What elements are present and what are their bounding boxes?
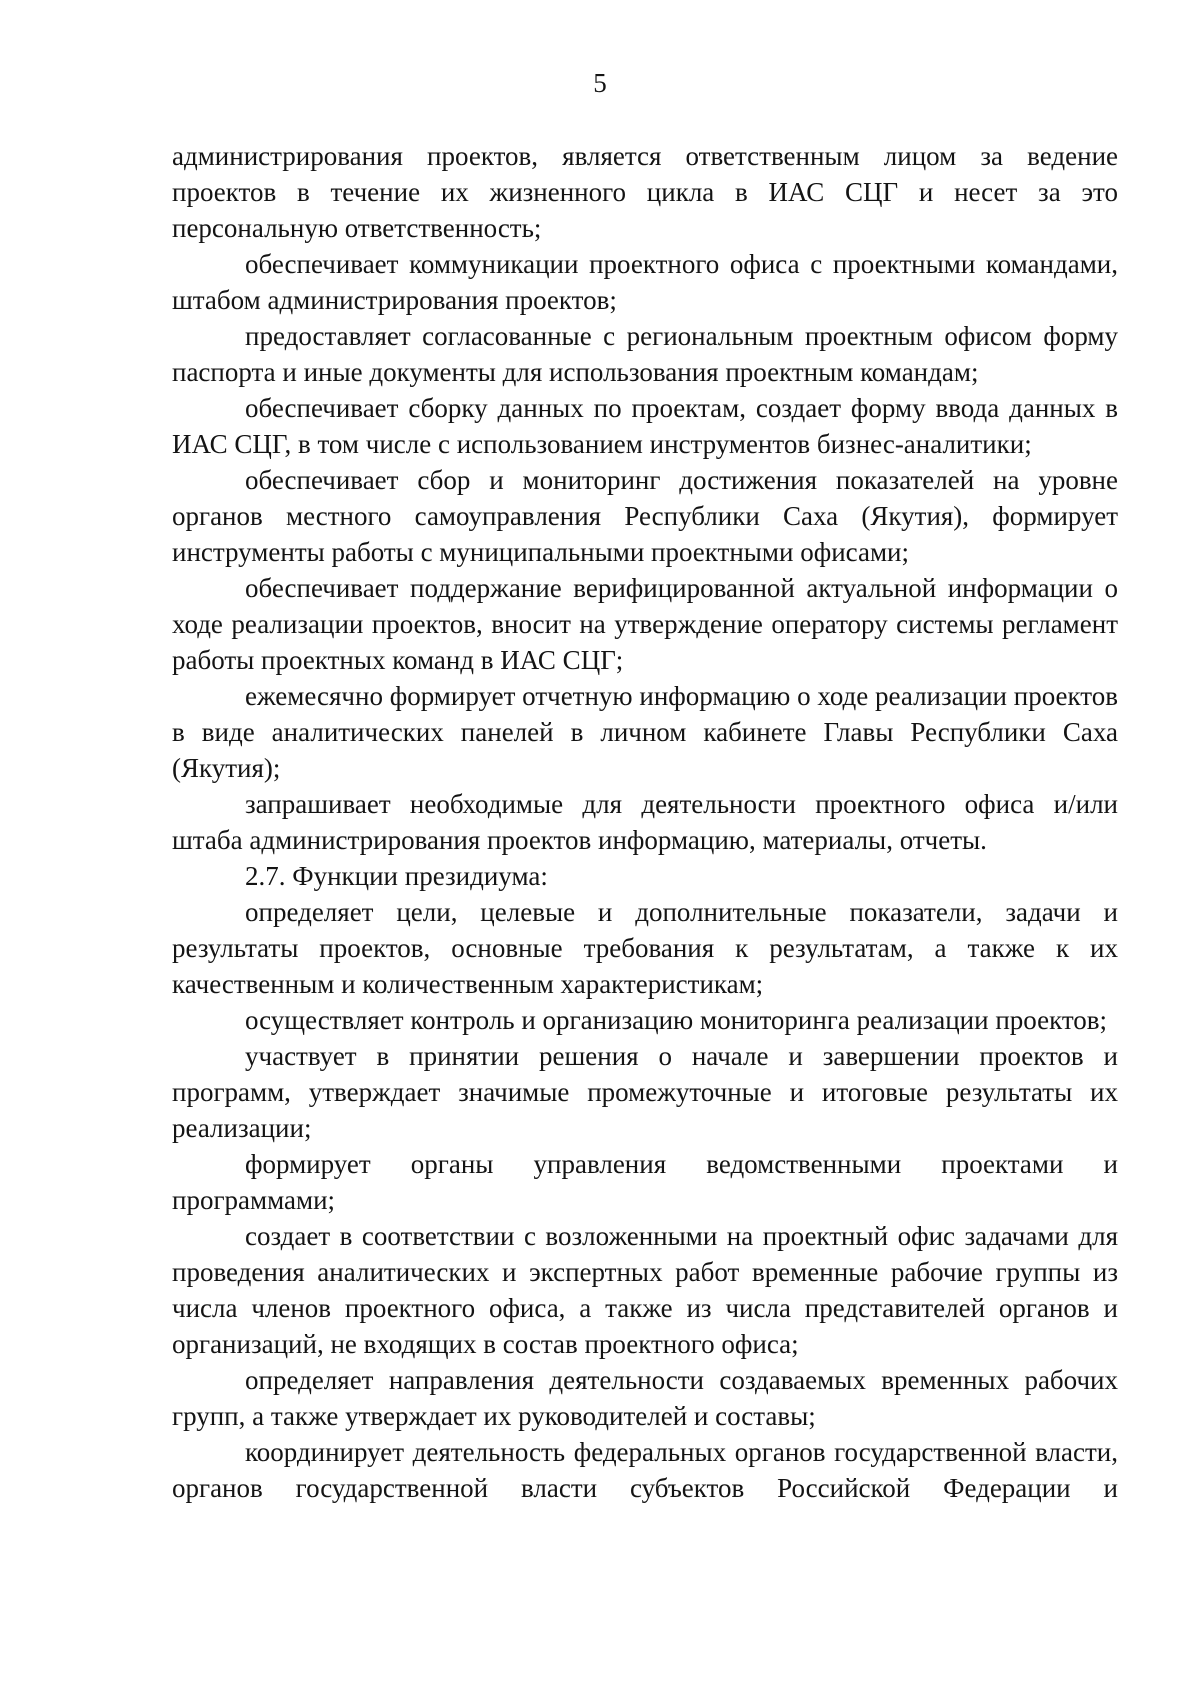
page-number: 5 xyxy=(593,68,607,98)
paragraph-working-group-directions: определяет направления деятельности создаваемых временных рабочих групп, а также утверждает их руководителей и составы; xyxy=(172,1365,1118,1431)
paragraph-passport-form: предоставляет согласованные с региональным проектным офисом форму паспорта и иные документы для использования проектным командам; xyxy=(172,321,1118,387)
document-body xyxy=(172,138,1118,1506)
paragraph-monthly-reporting: ежемесячно формирует отчетную информацию о ходе реализации проектов в виде аналитических панелей в личном кабинете Главы Республики Саха (Якутия); xyxy=(172,681,1118,783)
section-heading-presidium-functions: 2.7. Функции президиума: xyxy=(245,861,548,891)
paragraph-coordination: координирует деятельность федеральных органов государственной власти, органов государственной власти субъектов Российской Федерации и xyxy=(172,1437,1118,1503)
paragraph-monitoring-control: осуществляет контроль и организацию мониторинга реализации проектов; xyxy=(245,1005,1108,1035)
paragraph-communications: обеспечивает коммуникации проектного офиса с проектными командами, штабом администрирования проектов; xyxy=(172,249,1118,315)
paragraph-data-assembly: обеспечивает сборку данных по проектам, создает форму ввода данных в ИАС СЦГ, в том числе с использованием инструментов бизнес-аналитики; xyxy=(172,393,1118,459)
paragraph-working-groups: создает в соответствии с возложенными на проектный офис задачами для проведения аналитических и экспертных работ временные рабочие группы из числа членов проектного офиса, а также из числа представителей органов и организаций, не входящих в состав проектного офиса; xyxy=(172,1221,1118,1359)
paragraph-information-requests: запрашивает необходимые для деятельности проектного офиса и/или штаба администрирования проектов информацию, материалы, отчеты. xyxy=(172,789,1118,855)
paragraph-verified-information: обеспечивает поддержание верифицированной актуальной информации о ходе реализации проектов, вносит на утверждение оператору системы регламент работы проектных команд в ИАС СЦГ; xyxy=(172,573,1118,675)
paragraph-project-decisions: участвует в принятии решения о начале и завершении проектов и программ, утверждает значимые промежуточные и итоговые результаты их реализации; xyxy=(172,1041,1118,1143)
paragraph-admin-responsibility: администрирования проектов, является ответственным лицом за ведение проектов в течение их жизненного цикла в ИАС СЦГ и несет за это персональную ответственность; xyxy=(172,141,1118,243)
paragraph-management-bodies: формирует органы управления ведомственными проектами и программами; xyxy=(172,1149,1118,1215)
paragraph-defines-goals: определяет цели, целевые и дополнительные показатели, задачи и результаты проектов, основные требования к результатам, а также к их качественным и количественным характеристикам; xyxy=(172,897,1118,999)
paragraph-indicator-monitoring: обеспечивает сбор и мониторинг достижения показателей на уровне органов местного самоуправления Республики Саха (Якутия), формирует инструменты работы с муниципальными проектными офисами; xyxy=(172,465,1118,567)
